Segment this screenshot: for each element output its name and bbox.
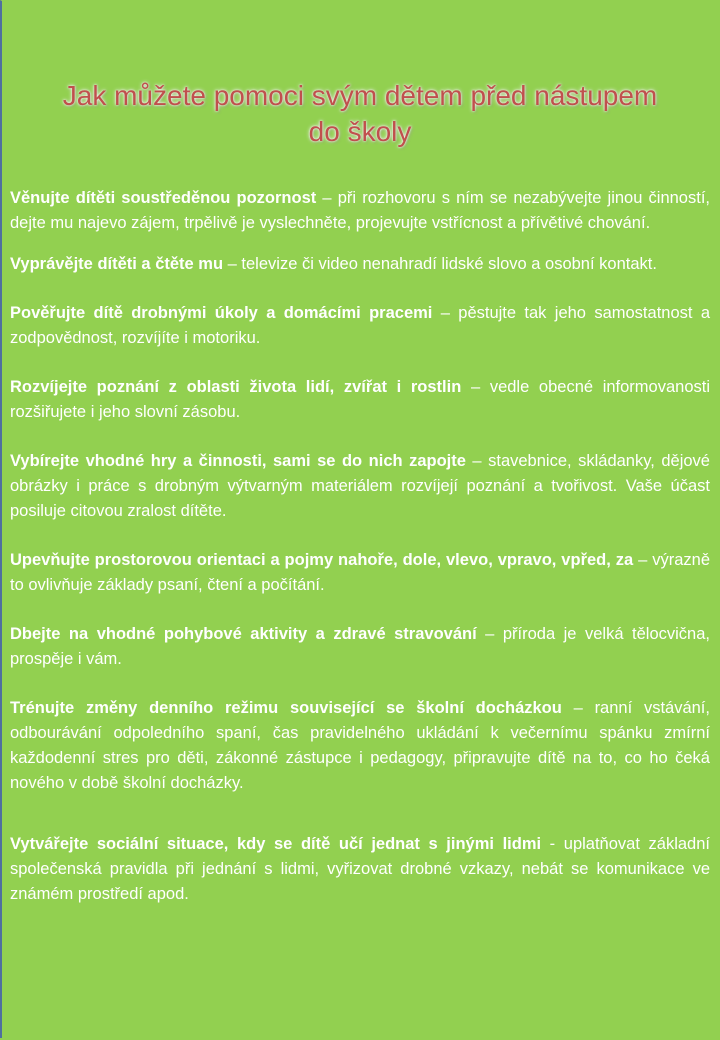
tip-text: ranní vstávání, odbourávání odpoledního spaní, čas pravidelného ukládání k večernímu spánku zmírní každodenní stres pro děti, zákonné zástupce i pedagogy, připravujte dítě na to, co ho čeká nového v době školní docházky. <box>10 699 710 792</box>
tip-separator: – <box>223 255 242 273</box>
tip-heading: Dbejte na vhodné pohybové aktivity a zdravé stravování <box>10 625 477 643</box>
tip-text: televize či video nenahradí lidské slovo a osobní kontakt. <box>241 255 657 273</box>
page-title <box>0 78 720 150</box>
tips-list <box>10 186 710 907</box>
tip-item <box>10 301 710 351</box>
tip-text: při rozhovoru s ním se nezabývejte jinou činností, dejte mu najevo zájem, trpělivě je vyslechněte, projevujte vstřícnost a přívětivé chování. <box>10 189 710 232</box>
tip-heading: Rozvíjejte poznání z oblasti života lidí, zvířat i rostlin <box>10 378 462 396</box>
tip-text: pěstujte tak jeho samostatnost a zodpovědnost, rozvíjíte i motoriku. <box>10 304 710 347</box>
title-line-1: Jak můžete pomoci svým dětem před nástupem <box>62 80 658 111</box>
tip-separator: – <box>316 189 338 207</box>
tip-item <box>10 548 710 598</box>
tip-item <box>10 375 710 425</box>
tip-item <box>10 832 710 907</box>
tip-separator: - <box>541 835 564 853</box>
tip-separator: – <box>633 551 653 569</box>
tip-heading: Upevňujte prostorovou orientaci a pojmy nahoře, dole, vlevo, vpravo, vpřed, za <box>10 551 634 569</box>
tip-separator: – <box>561 699 595 717</box>
tip-text: výrazně to ovlivňuje základy psaní, čtení a počítání. <box>10 551 710 594</box>
tip-heading: Vytvářejte sociální situace, kdy se dítě učí jednat s jinými lidmi <box>10 835 542 853</box>
title-line-2: do školy <box>308 116 412 147</box>
tip-text: stavebnice, skládanky, dějové obrázky i práce s drobným výtvarným materiálem rozvíjejí poznání a tvořivost. Vaše účast posiluje citovou zralost dítěte. <box>10 452 710 520</box>
tip-separator: – <box>461 378 490 396</box>
tip-heading: Trénujte změny denního režimu související se školní docházkou <box>10 699 562 717</box>
tip-separator: – <box>476 625 503 643</box>
tip-heading: Pověřujte dítě drobnými úkoly a domácími pracemi <box>10 304 433 322</box>
tip-heading: Věnujte dítěti soustředěnou pozornost <box>10 189 317 207</box>
tip-text: příroda je velká tělocvična, prospěje i vám. <box>10 625 710 668</box>
tip-text: vedle obecné informovanosti rozšiřujete i jeho slovní zásobu. <box>10 378 711 421</box>
tip-heading: Vyprávějte dítěti a čtěte mu <box>10 255 224 273</box>
tip-item <box>10 186 710 236</box>
tip-separator: – <box>432 304 459 322</box>
tip-separator: – <box>465 452 489 470</box>
tip-item <box>10 696 710 796</box>
tip-item <box>10 252 710 277</box>
tip-item <box>10 622 710 672</box>
tip-heading: Vybírejte vhodné hry a činnosti, sami se do nich zapojte <box>10 452 466 470</box>
tip-item <box>10 449 710 524</box>
tip-text: uplatňovat základní společenská pravidla při jednání s lidmi, vyřizovat drobné vzkazy, nebát se komunikace ve známém prostředí apod. <box>10 835 710 903</box>
